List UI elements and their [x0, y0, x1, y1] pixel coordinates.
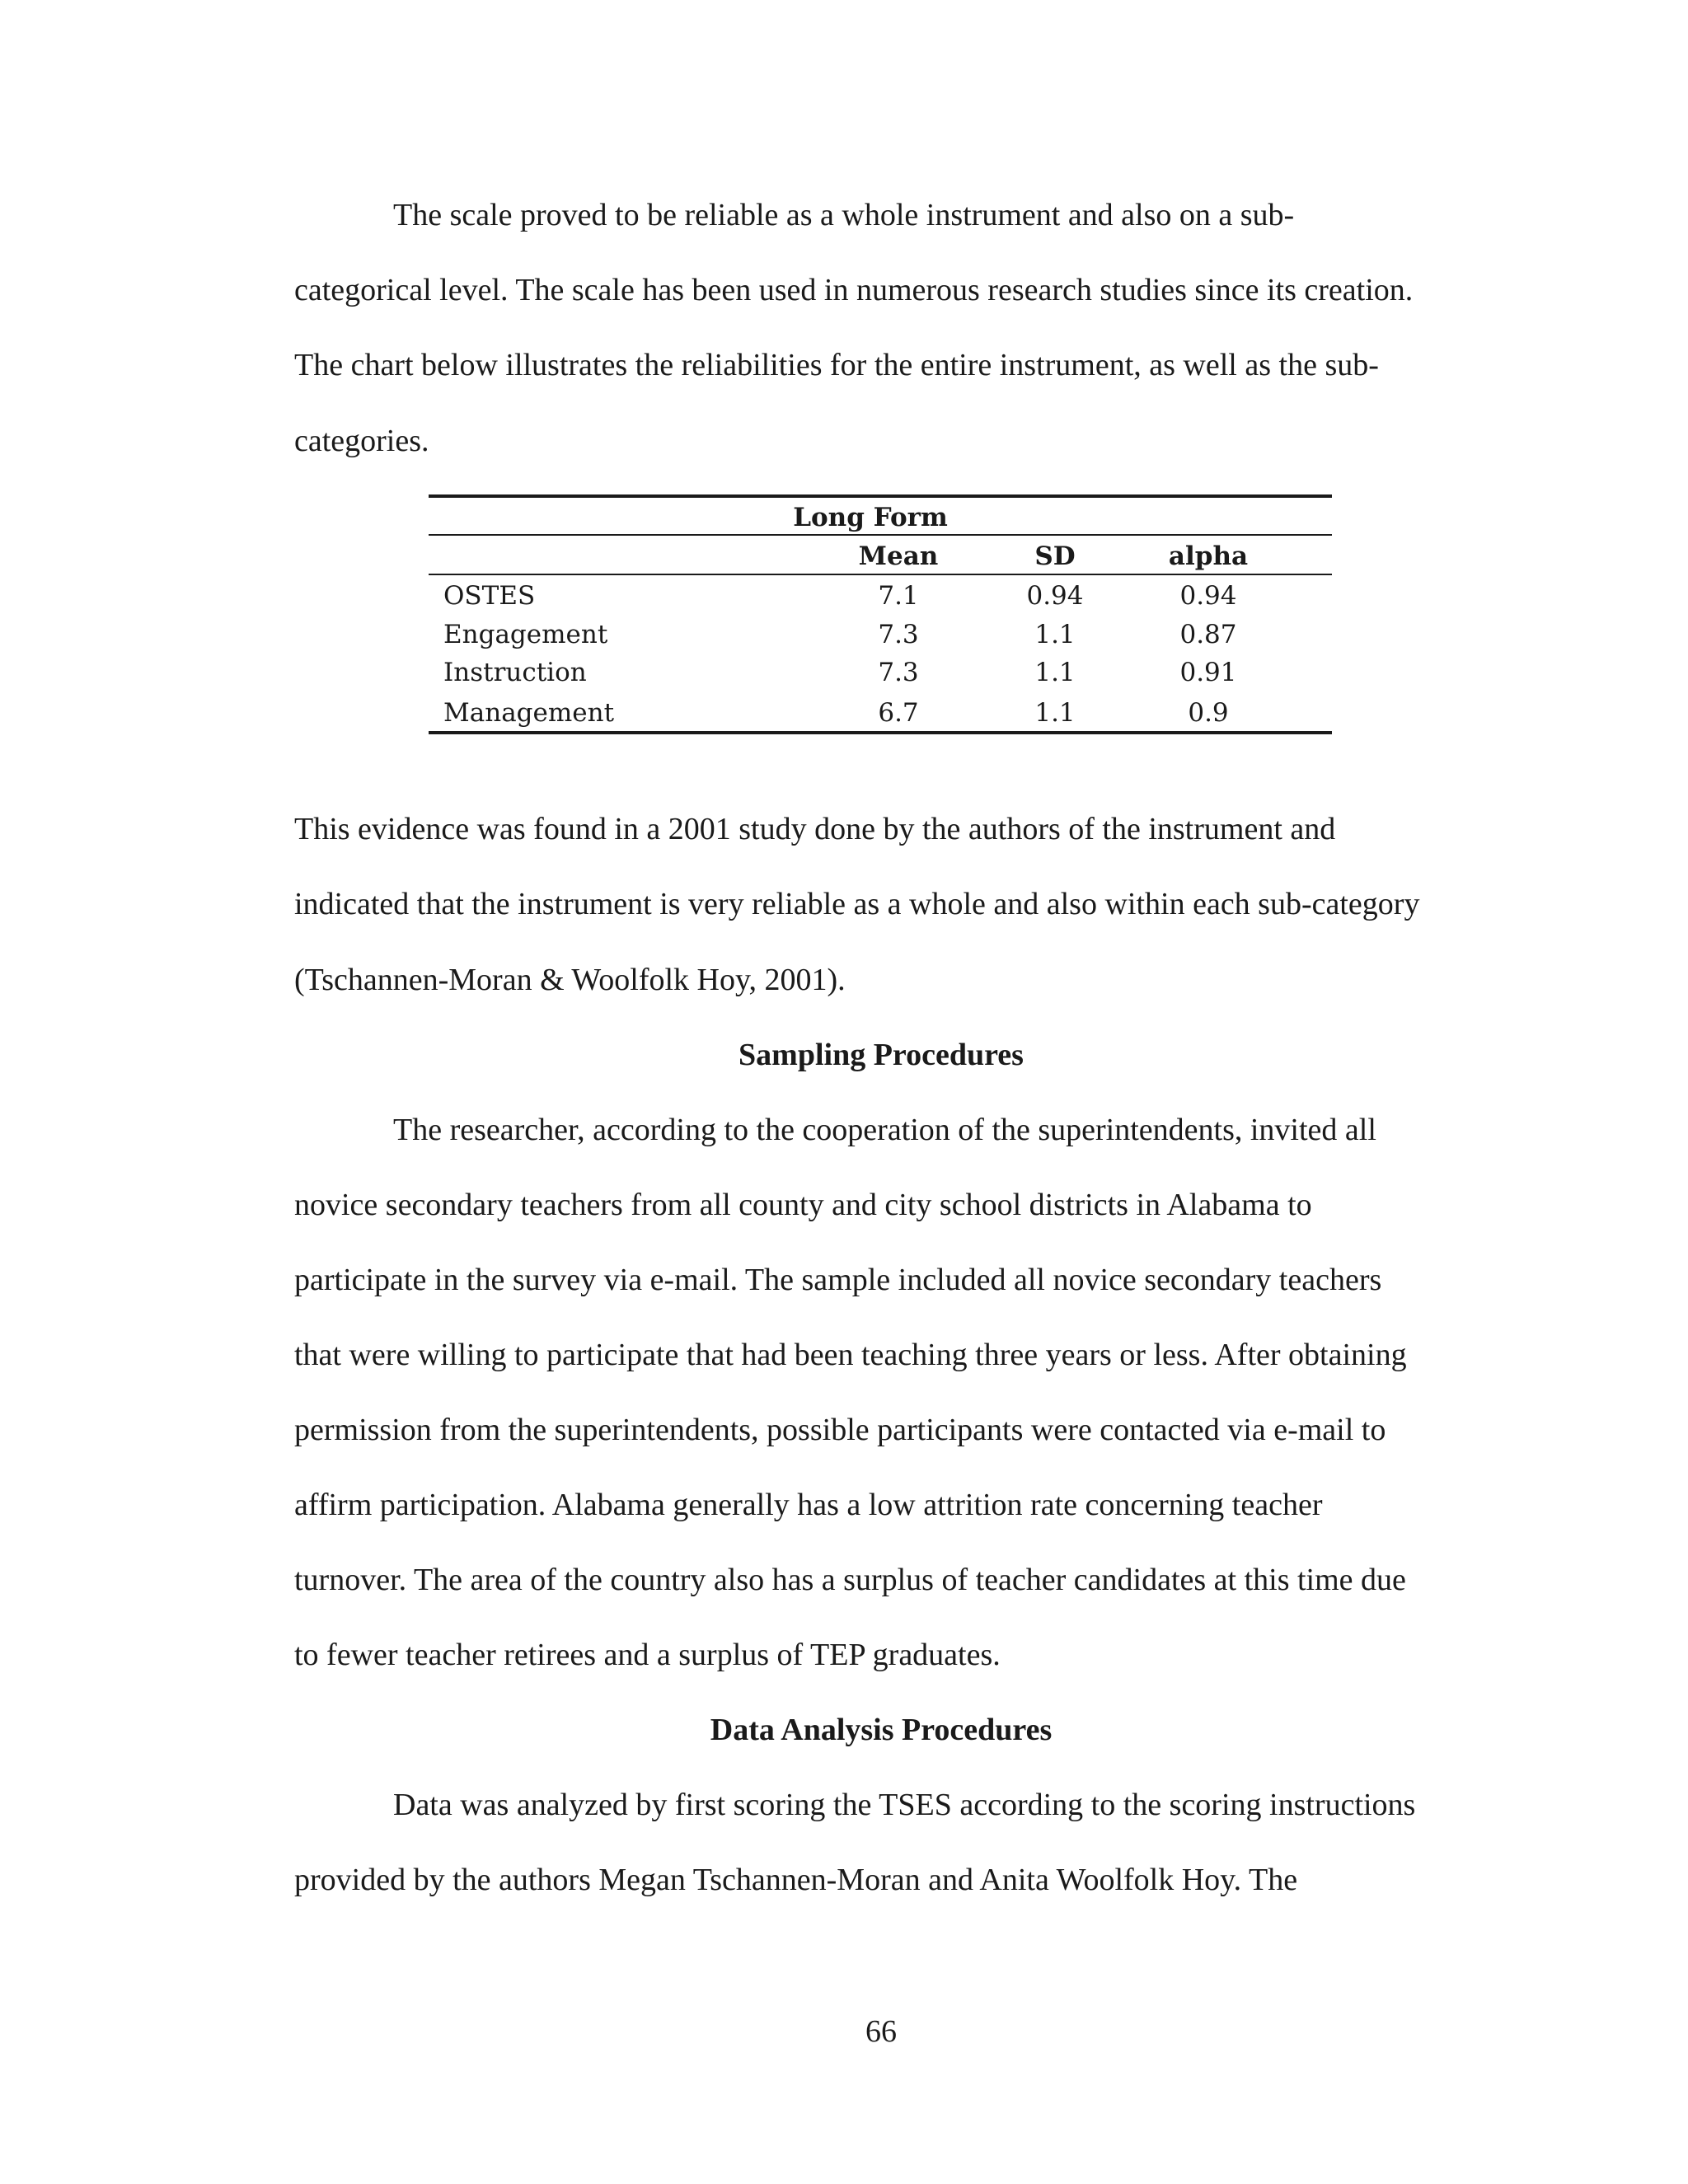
body-text-line: categorical level. The scale has been used in numerous research studies since its creation.	[294, 273, 1414, 307]
cell-mean: 7.3	[878, 620, 919, 649]
table-subheader-rule	[429, 574, 1332, 575]
row-label: OSTES	[443, 581, 536, 611]
cell-mean: 7.1	[878, 581, 919, 611]
table-top-rule	[429, 494, 1332, 498]
table-bottom-rule	[429, 731, 1332, 734]
body-text-line: This evidence was found in a 2001 study done by the authors of the instrument and	[294, 812, 1336, 846]
cell-sd: 1.1	[1034, 658, 1076, 687]
cell-sd: 0.94	[1026, 581, 1084, 611]
section-heading-sampling: Sampling Procedures	[738, 1038, 1024, 1072]
body-text-line: participate in the survey via e-mail. The sample included all novice secondary teachers	[294, 1263, 1382, 1297]
body-text-line: affirm participation. Alabama generally has a low attrition rate concerning teacher	[294, 1488, 1323, 1522]
column-header-alpha: alpha	[1168, 541, 1249, 571]
cell-alpha: 0.91	[1179, 658, 1237, 687]
cell-alpha: 0.9	[1188, 698, 1229, 728]
table-header-rule	[429, 534, 1332, 536]
row-label: Instruction	[443, 658, 587, 687]
body-text-line: novice secondary teachers from all county and city school districts in Alabama to	[294, 1188, 1312, 1222]
section-heading-data-analysis: Data Analysis Procedures	[710, 1713, 1053, 1747]
row-label: Management	[443, 698, 615, 728]
body-text-line: (Tschannen-Moran & Woolfolk Hoy, 2001).	[294, 963, 846, 997]
page-number: 66	[865, 2014, 897, 2049]
cell-alpha: 0.87	[1179, 620, 1237, 649]
body-text-line: Data was analyzed by first scoring the TSES according to the scoring instructions	[393, 1788, 1416, 1822]
row-label: Engagement	[443, 620, 608, 649]
body-text-line: indicated that the instrument is very reliable as a whole and also within each sub-category	[294, 887, 1420, 921]
column-header-mean: Mean	[858, 541, 939, 571]
body-text-line: that were willing to participate that had been teaching three years or less. After obtaining	[294, 1338, 1407, 1372]
body-text-line: The chart below illustrates the reliabilities for the entire instrument, as well as the sub-	[294, 348, 1379, 382]
body-text-line: to fewer teacher retirees and a surplus of TEP graduates.	[294, 1638, 1001, 1672]
body-text-line: The scale proved to be reliable as a whole instrument and also on a sub-	[393, 198, 1295, 232]
body-text-line: permission from the superintendents, possible participants were contacted via e-mail to	[294, 1413, 1386, 1447]
body-text-line: turnover. The area of the country also has a surplus of teacher candidates at this time due	[294, 1563, 1406, 1597]
cell-sd: 1.1	[1034, 620, 1076, 649]
cell-mean: 6.7	[878, 698, 919, 728]
body-text-line: The researcher, according to the cooperation of the superintendents, invited all	[393, 1113, 1376, 1147]
table-group-header: Long Form	[793, 503, 948, 532]
cell-sd: 1.1	[1034, 698, 1076, 728]
body-text-line: categories.	[294, 424, 429, 458]
cell-mean: 7.3	[878, 658, 919, 687]
cell-alpha: 0.94	[1179, 581, 1237, 611]
body-text-line: provided by the authors Megan Tschannen-Moran and Anita Woolfolk Hoy. The	[294, 1863, 1298, 1897]
column-header-sd: SD	[1034, 541, 1076, 571]
reliability-table	[429, 494, 1332, 735]
